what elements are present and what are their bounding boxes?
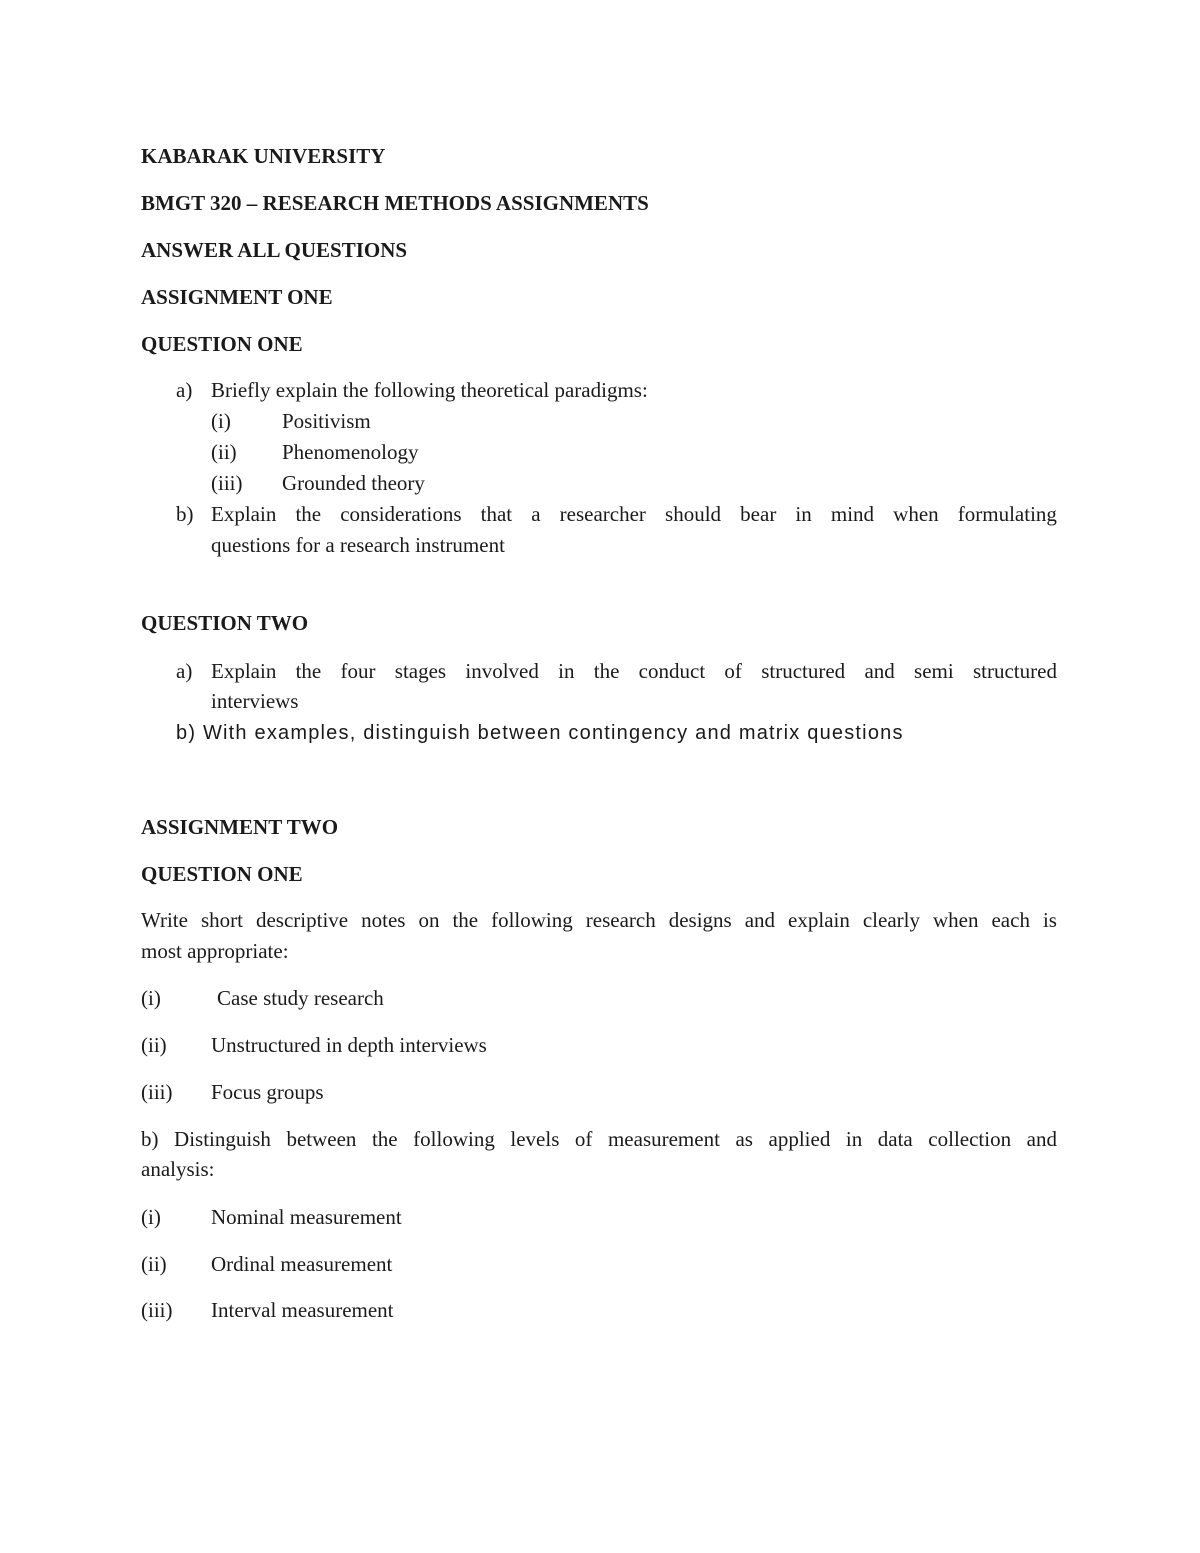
word: a (531, 502, 541, 526)
a1-q1-item-num: (ii) (211, 440, 237, 464)
word: mind (830, 502, 875, 526)
word: short (200, 908, 243, 932)
word: clearly (862, 908, 920, 932)
a2-q1-intro-line1 (141, 910, 1057, 931)
word: the (593, 659, 620, 683)
word: measurement (607, 1127, 720, 1151)
assignment-two-title: ASSIGNMENT TWO (141, 815, 339, 839)
word: collection (928, 1127, 1012, 1151)
a1-question-two-title: QUESTION TWO (141, 611, 309, 635)
word: formulating (957, 502, 1057, 526)
a2-q1-b-item-text: Interval measurement (211, 1298, 394, 1322)
a1-question-one-title: QUESTION ONE (141, 332, 303, 356)
a2-q1-item-text: Case study research (217, 986, 384, 1010)
word: in (795, 502, 812, 526)
word: is (1042, 908, 1057, 932)
word: when (932, 908, 979, 932)
word: and (744, 908, 776, 932)
a1-q1-item-text: Positivism (282, 409, 371, 433)
word: data (877, 1127, 913, 1151)
a2-q1-b-item-num: (ii) (141, 1252, 167, 1276)
a2-question-one-title: QUESTION ONE (141, 862, 303, 886)
a2-q1-item-num: (i) (141, 986, 161, 1010)
word: the (295, 659, 322, 683)
a1-q1-b-line2: questions for a research instrument (211, 533, 505, 557)
word: should (665, 502, 722, 526)
a2-q1-item-num: (ii) (141, 1033, 167, 1057)
word: as (735, 1127, 753, 1151)
a1-q1-b-marker: b) (176, 502, 194, 526)
word: applied (768, 1127, 831, 1151)
word: following (413, 1127, 495, 1151)
instruction-heading: ANSWER ALL QUESTIONS (141, 238, 408, 262)
word: the (371, 1127, 398, 1151)
word: structured (761, 659, 846, 683)
word: that (480, 502, 513, 526)
word: in (558, 659, 575, 683)
a1-q1-item-num: (iii) (211, 471, 243, 495)
a1-q1-item-num: (i) (211, 409, 231, 433)
word: involved (465, 659, 539, 683)
word: of (724, 659, 742, 683)
a2-q1-item-num: (iii) (141, 1080, 173, 1104)
word: conduct (638, 659, 706, 683)
a2-q1-item-text: Focus groups (211, 1080, 324, 1104)
a2-q1-b-line2: analysis: (141, 1157, 215, 1181)
word: following (491, 908, 573, 932)
a2-q1-b-item-num: (i) (141, 1205, 161, 1229)
a1-q2-a-line2: interviews (211, 689, 299, 713)
word: Explain (211, 659, 277, 683)
word: four (340, 659, 376, 683)
word: notes (361, 908, 406, 932)
a2-q1-b-item-text: Ordinal measurement (211, 1252, 393, 1276)
a1-q1-item-text: Phenomenology (282, 440, 419, 464)
a1-q1-item-text: Grounded theory (282, 471, 425, 495)
word: researcher (559, 502, 646, 526)
word: the (452, 908, 479, 932)
assignment-one-title: ASSIGNMENT ONE (141, 285, 333, 309)
a2-q1-b-line1 (141, 1129, 1057, 1150)
word: levels (510, 1127, 560, 1151)
a1-q1-a-marker: a) (176, 378, 193, 402)
word: descriptive (255, 908, 349, 932)
word: bear (740, 502, 777, 526)
word: designs (668, 908, 732, 932)
word: and (864, 659, 895, 683)
a1-q1-b-line1 (211, 504, 1057, 525)
word: semi (914, 659, 954, 683)
word: and (1026, 1127, 1057, 1151)
word: on (418, 908, 440, 932)
word: explain (788, 908, 850, 932)
word: between (286, 1127, 357, 1151)
word: Distinguish (174, 1127, 271, 1151)
word: b) (141, 1127, 159, 1151)
a1-q2-b-text: b) With examples, distinguish between contingency and matrix questions (176, 722, 904, 744)
a1-q2-a-marker: a) (176, 659, 193, 683)
a2-q1-intro-line2: most appropriate: (141, 939, 289, 963)
word: when (893, 502, 939, 526)
word: Write (141, 908, 188, 932)
a1-q1-a-text: Briefly explain the following theoretical paradigms: (211, 378, 648, 402)
word: in (845, 1127, 863, 1151)
university-heading: KABARAK UNIVERSITY (141, 144, 386, 168)
word: each (991, 908, 1030, 932)
word: considerations (340, 502, 462, 526)
word: the (295, 502, 322, 526)
a1-q2-a-line1 (211, 661, 1057, 682)
a2-q1-b-item-text: Nominal measurement (211, 1205, 402, 1229)
word: stages (394, 659, 447, 683)
a2-q1-item-text: Unstructured in depth interviews (211, 1033, 487, 1057)
course-heading: BMGT 320 – RESEARCH METHODS ASSIGNMENTS (141, 191, 649, 215)
word: structured (972, 659, 1057, 683)
a2-q1-b-item-num: (iii) (141, 1298, 173, 1322)
word: research (585, 908, 656, 932)
word: Explain (211, 502, 277, 526)
word: of (574, 1127, 593, 1151)
